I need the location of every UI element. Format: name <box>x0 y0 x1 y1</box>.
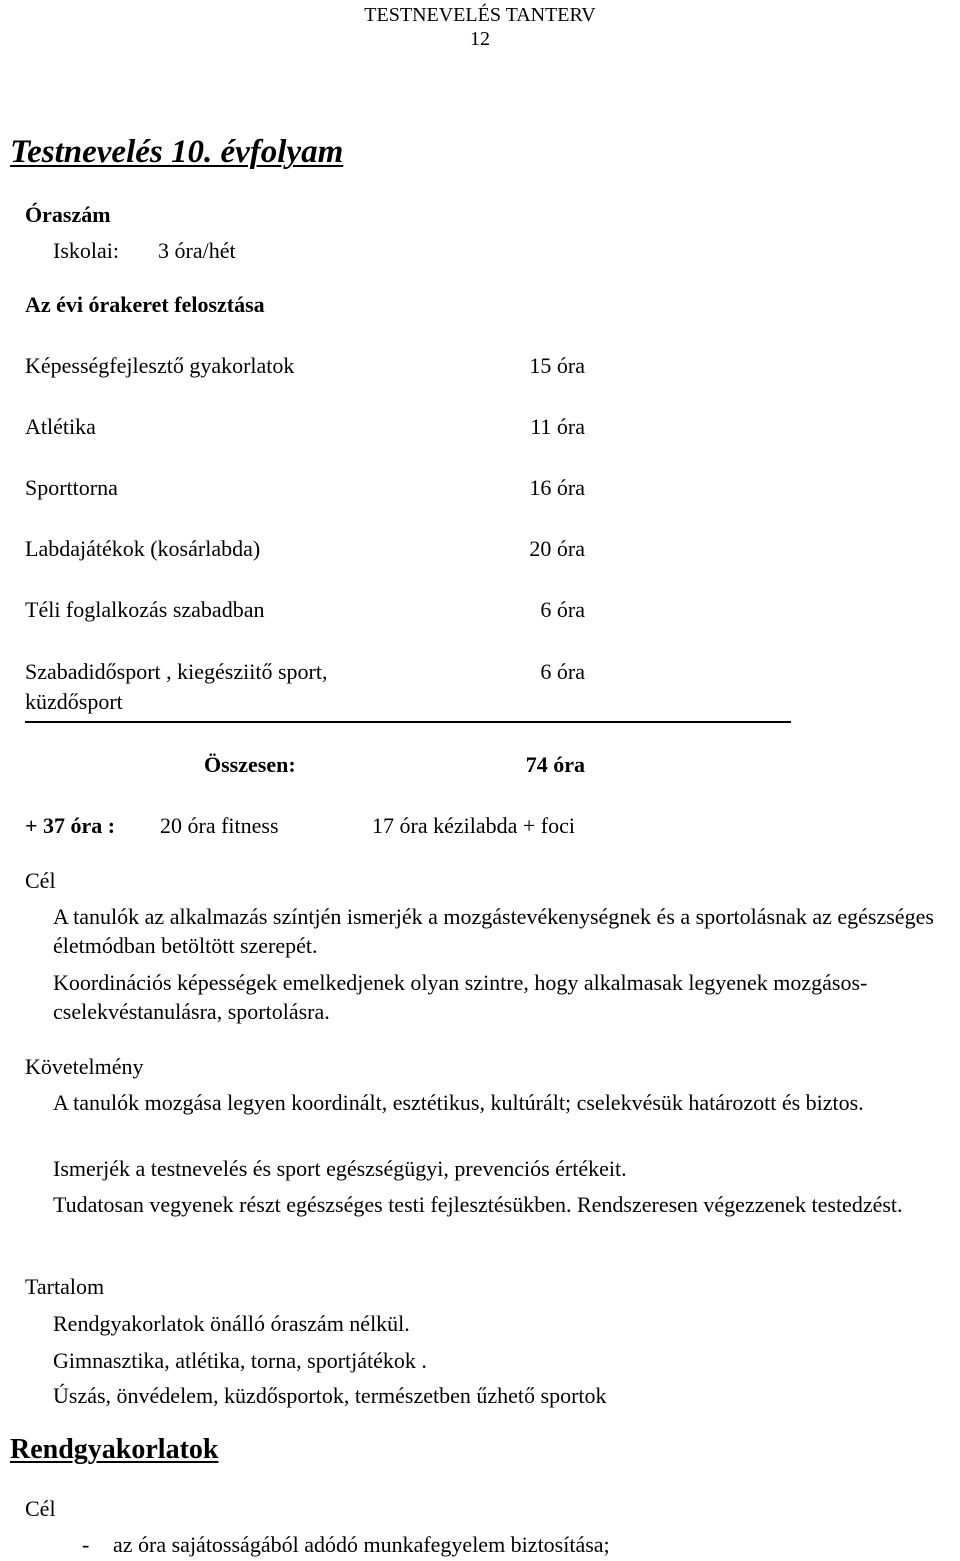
oraszam-label: Iskolai: <box>53 238 119 263</box>
allocation-heading: Az évi órakeret felosztása <box>25 292 265 317</box>
tartalom-paragraph: Úszás, önvédelem, küzdősportok, természetben űzhető sportok <box>53 1383 607 1408</box>
allocation-row-name: Szabadidősport , kiegésziitő sport, <box>25 659 328 684</box>
bullet-marker: - <box>82 1532 90 1557</box>
tartalom-paragraph: Gimnasztika, atlétika, torna, sportjátékok . <box>53 1348 427 1373</box>
allocation-row-hours: 20 óra <box>529 536 585 561</box>
tartalom-heading: Tartalom <box>25 1274 105 1299</box>
oraszam-heading: Óraszám <box>25 202 111 227</box>
allocation-row-hours: 11 óra <box>530 414 585 439</box>
document-title: Testnevelés 10. évfolyam <box>10 134 344 170</box>
total-value: 74 óra <box>525 752 585 777</box>
allocation-row-name-cont: küzdősport <box>25 689 123 714</box>
rendgyakorlatok-cel-heading: Cél <box>25 1496 56 1521</box>
allocation-row-name: Téli foglalkozás szabadban <box>25 597 265 622</box>
allocation-row-hours: 6 óra <box>540 597 585 622</box>
kovetelmeny-paragraph: Tudatosan vegyenek részt egészséges testi fejlesztésükben. Rendszeresen végezzenek testedzést. <box>53 1192 903 1217</box>
kovetelmeny-paragraph: A tanulók mozgása legyen koordinált, esztétikus, kultúrált; cselekvésük határozott és biztos. <box>53 1090 864 1115</box>
total-label: Összesen: <box>204 752 296 777</box>
allocation-row-hours: 6 óra <box>540 659 585 684</box>
allocation-row-name: Képességfejlesztő gyakorlatok <box>25 353 295 378</box>
allocation-row-name: Sporttorna <box>25 475 118 500</box>
total-divider <box>25 721 791 723</box>
oraszam-value: 3 óra/hét <box>158 238 236 263</box>
kovetelmeny-paragraph: Ismerjék a testnevelés és sport egészségügyi, prevenciós értékeit. <box>53 1156 627 1181</box>
tartalom-paragraph: Rendgyakorlatok önálló óraszám nélkül. <box>53 1311 410 1336</box>
running-header-title: TESTNEVELÉS TANTERV <box>364 4 596 26</box>
extra-part-ball: 17 óra kézilabda + foci <box>372 813 575 838</box>
cel-heading: Cél <box>25 868 56 893</box>
allocation-row-hours: 16 óra <box>529 475 585 500</box>
cel-paragraph: A tanulók az alkalmazás színtjén ismerjék a mozgástevékenységnek és a sportolásnak az egészséges életmódban betöltött szerepét. <box>53 904 934 958</box>
rendgyakorlatok-title: Rendgyakorlatok <box>10 1434 219 1465</box>
kovetelmeny-heading: Követelmény <box>25 1054 144 1079</box>
allocation-row-hours: 15 óra <box>529 353 585 378</box>
allocation-row-name: Atlétika <box>25 414 96 439</box>
bullet-item: az óra sajátosságából adódó munkafegyelem biztosítása; <box>113 1532 610 1557</box>
allocation-row-name: Labdajátékok (kosárlabda) <box>25 536 261 561</box>
extra-label: + 37 óra : <box>25 813 116 838</box>
cel-paragraph: Koordinációs képességek emelkedjenek olyan szintre, hogy alkalmasak legyenek mozgásos-cselekvéstanulásra, sportolásra. <box>53 970 868 1024</box>
page-number: 12 <box>470 28 490 50</box>
extra-part-fitness: 20 óra fitness <box>160 813 279 838</box>
